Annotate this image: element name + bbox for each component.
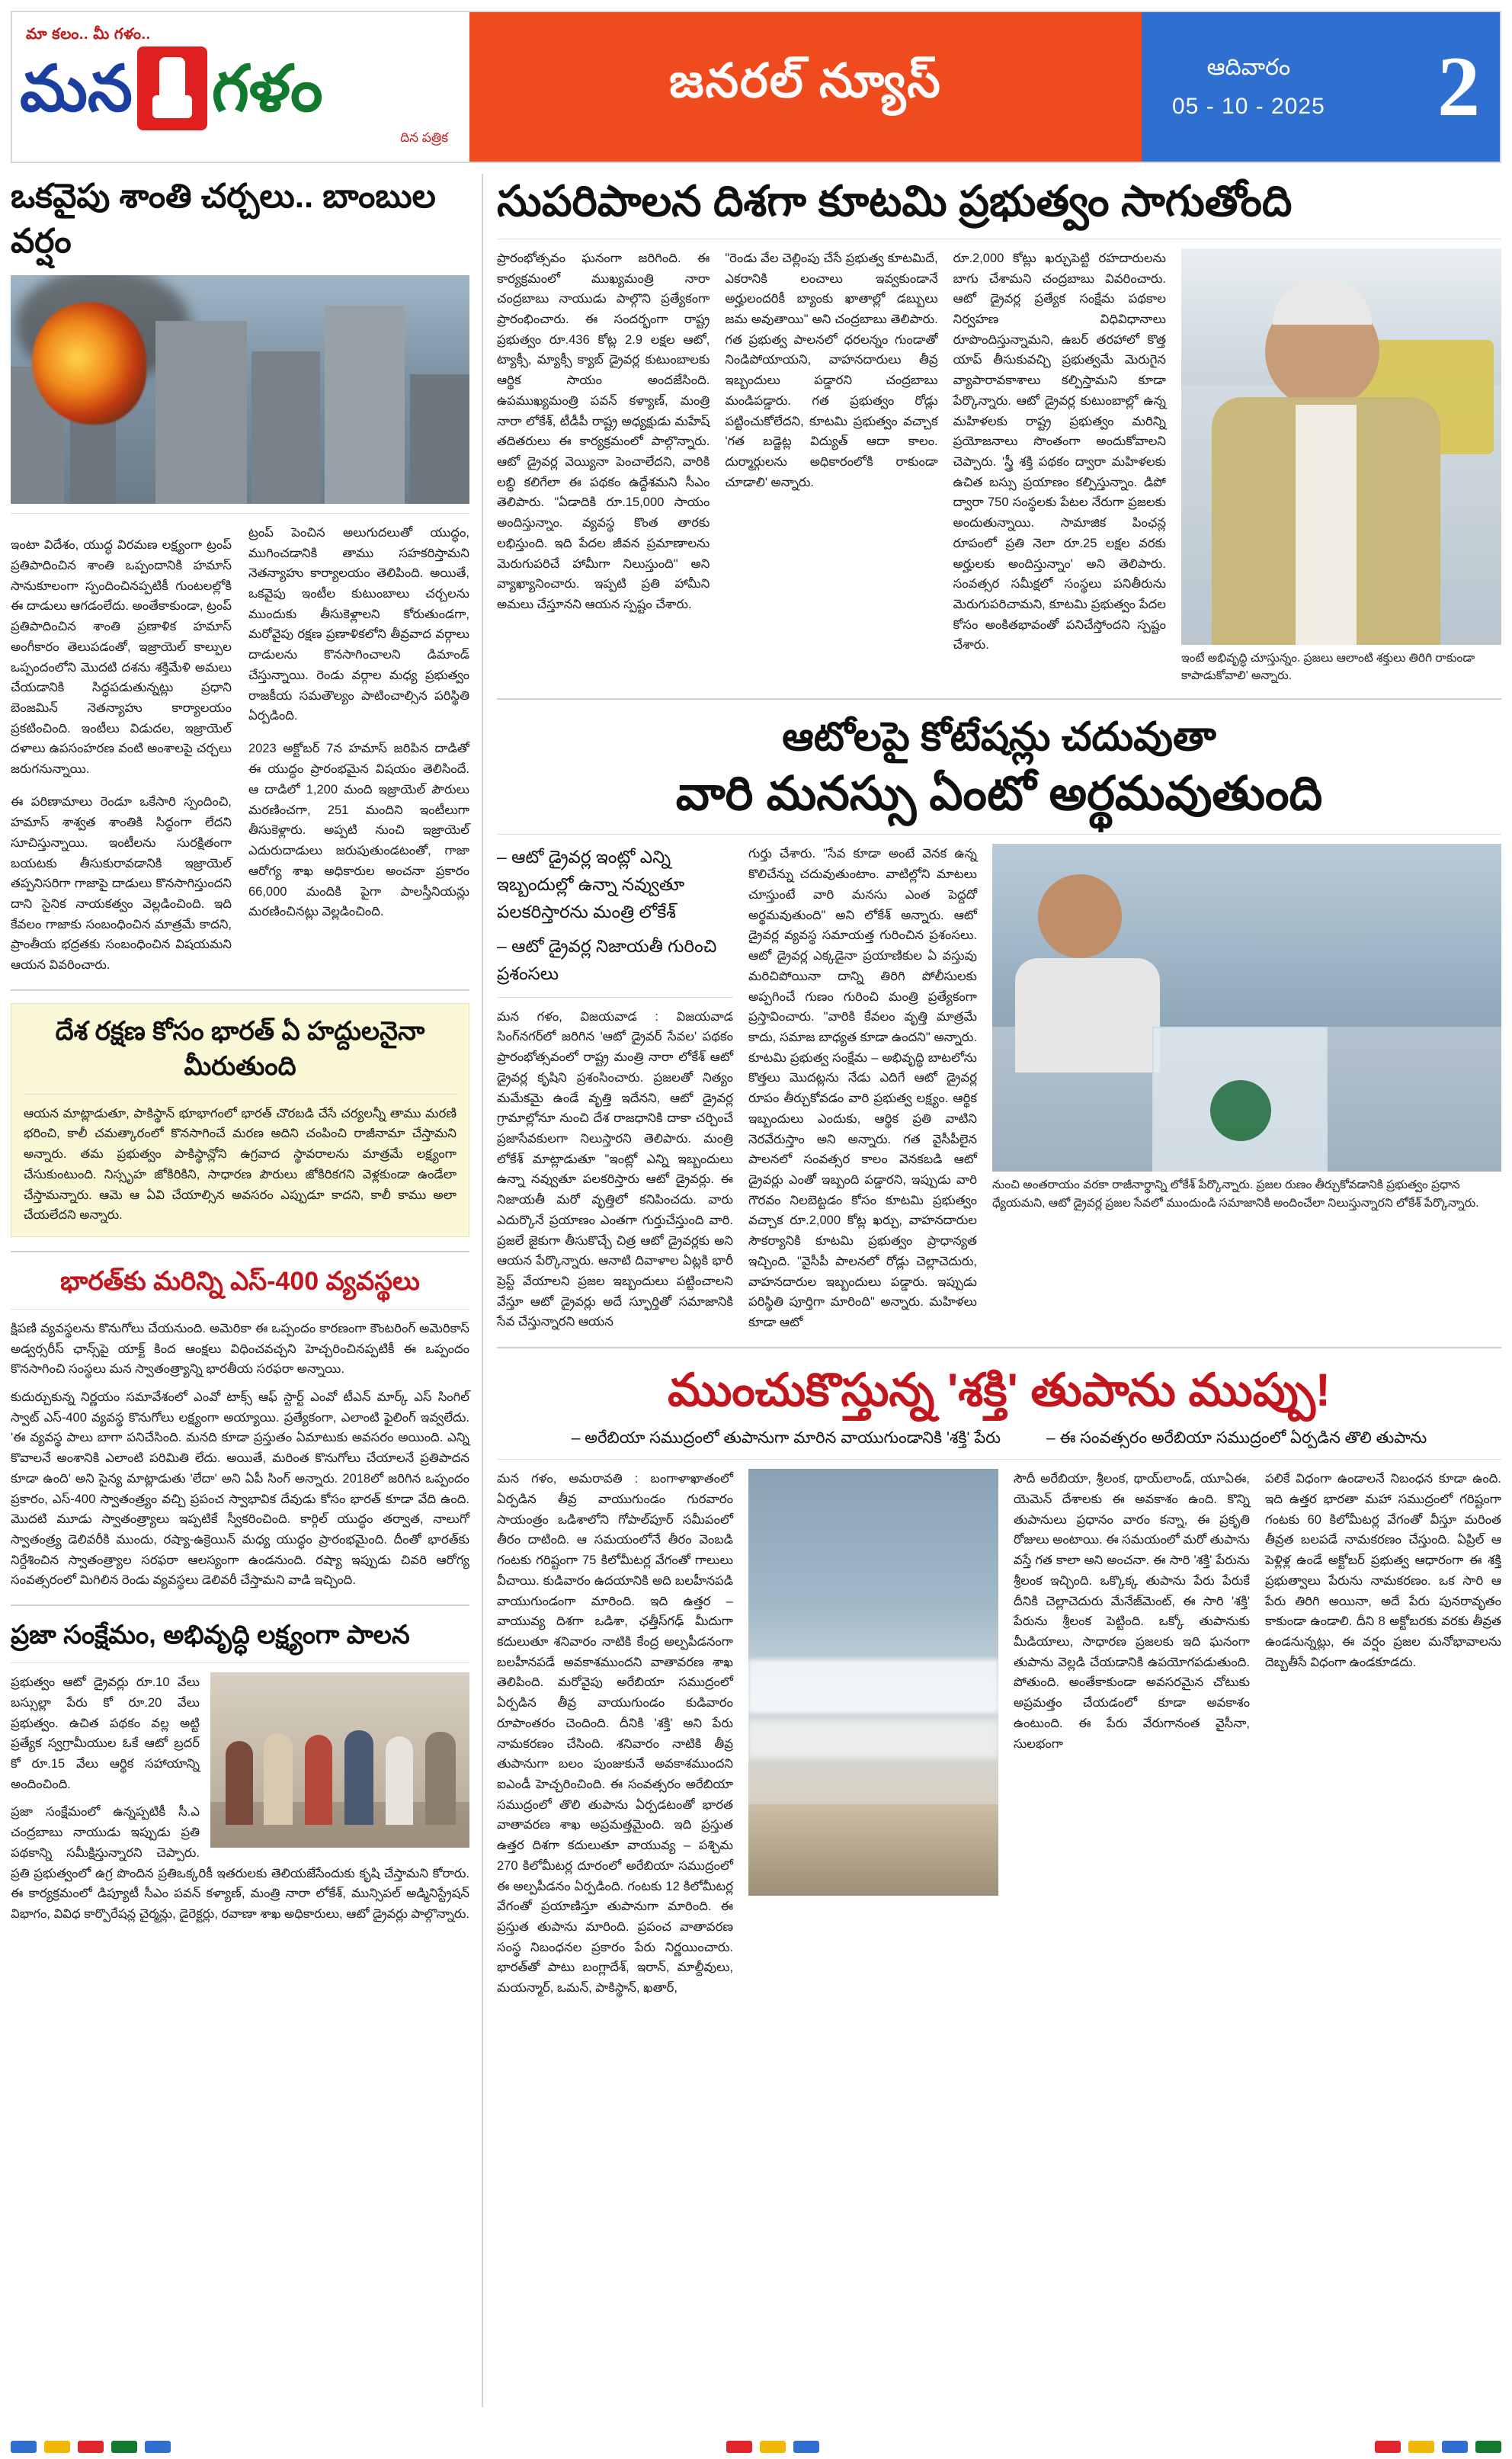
masthead-word-1: మన bbox=[20, 52, 133, 124]
article-column-1: మన గళం, అమరావతి : బంగాళాఖాతంలో ఏర్పడిన తీవ్ర వాయుగుండం గురవారం సాయంత్రం ఒడిశాలోని గోపాల్‌పూర్ సమీపంలో తీరం దాటింది. ఆ సమయంలోనే తీరం వెంబడి గంటకు గరిష్టంగా 75 కిలోమీటర్ల వేగంతో గాలులు వీచాయి. కుడివారం ఉదయానికి అది బలహీనపడి వాయుగుండంగా మారింది. ఇది ఉత్తర – వాయువ్య దిశగా ఒడిశా, ఛత్తీస్‌గఢ్ మీదుగా కదులుతూ శనివారం నాటికి కేంద్ర అల్పపీడనంగా బలహీనపడే అవకాశముందని వాతావరణ శాఖ తెలిపింది. మరోవైపు అరేబియా సముద్రంలో ఏర్పడిన తీవ్ర వాయుగుండం కుడివారం రూపాంతరం చెందింది. దీనికి 'శక్తి' అని పేరు నామకరణం చేసింది. శనివారం నాటికి తీవ్ర తుపానుగా బలం పుంజుకునే అవకాశముందని ఐఎండీ హెచ్చరించింది. ఈ సంవత్సరం అరేబియా సముద్రంలో తొలి తుపాను ఏర్పడటంతో భారత వాతావరణ శాఖ అప్రమత్తమైంది. ఇది ప్రస్తుత ఉత్తర దిశగా కదులుతూ వాయువ్య – పశ్చిమ 270 కిలోమీటర్ల దూరంలో అరేబియా సముద్రంలో ఈ అల్పపీడనం ఏర్పడింది. గంటకు 12 కిలోమీటర్ల వేగంతో ప్రయాణిస్తూ తుపానుగా మారింది. ఈ ప్రస్తుత తుపాను మారింది. ప్రపంచ వాతావరణ సంస్థ నిబంధనల ప్రకారం పేరు నిర్ణయించారు. భారత్‌తో పాటు బంగ్లాదేశ్, ఇరాన్, మాల్దీవులు, మయన్మార్, ఒమన్, పాకిస్థాన్, ఖతార్, bbox=[497, 1472, 733, 1996]
color-mark bbox=[111, 2441, 137, 2453]
article-column-3: రూ.2,000 కోట్లు ఖర్చుపెట్టి రహదారులను బాగు చేశామని చంద్రబాబు వివరించారు. ఆటో డ్రైవర్ల ప్రత్యేక సంక్షేమ పథకాల నిర్వహణ విధివిధానాలు రూపొందిస్తున్నామని, ఉబర్ తరహాలో కొత్త యాప్ తీసుకువచ్చి ప్రభుత్వమే మెరుగైన వ్యాపారావకాశాలు కల్పిస్తామని కూడా పేర్కొన్నారు. ఆటో డ్రైవర్ల కుటుంబాల్లో ఉన్న మహిళలకు రాష్ట్ర ప్రభుత్వం మరిన్ని ప్రయోజనాలు సొంతంగా అందుకోవాలని చెప్పారు. 'స్త్రీ శక్తి పథకం ద్వారా మహిళలకు ఉచిత బస్సు ప్రయాణం కల్పిస్తున్నాం. డిపో ద్వారా 750 సంస్థలకు పేటల నేరుగా ప్రజలకు అందుతున్నాయి. సామాజిక పింఛన్ల రూపంలో ప్రతి నెలా రూ.25 లక్షల వరకు అర్హులకు అందిస్తున్నాం' అని తెలిపారు. సంవత్సర సమీక్షలో సంస్థలు పనితీరును మెరుగుపరిచామని, కూటమి ప్రభుత్వం పేదల కోసం అంకితభావంతో పనిచేస్తోందని స్పష్టం చేశారు. bbox=[953, 251, 1166, 652]
article-body-part2: కుదుర్చుకున్న నిర్ణయం సమావేశంలో ఎంవో టాక్స్ ఆఫ్ స్టార్ట్ ఎంవో టీఎన్ మార్క్ ఎస్ సింగిల్ స్వాట్ ఎస్-400 వ్యవస్థ కొనుగోలు లక్ష్యంగా అయ్యాయి. ప్రత్యేకంగా, ఎలాంటి ఫైలింగ్ ఇవ్వలేదు. 'ఈ వ్యవస్థ పాలు బాగా పనిచేసింది. మనది కూడా ప్రస్తుతం ఏమాటుకు అవసరం అయింది. ఎన్ని కొవాలనే అంశానికి ఎలాంటి పరిమితి లేదు. అయితే, మరింత కొనుగోలు చేయాలనే ప్రతిపాదన కూడా ఉంది' అని సైన్య మాట్లాడుతు 'లేదా' అని ఏపీ సింగ్ అన్నారు. 2018లో జరిగిన ఒప్పందం ప్రకారం, ఎస్-400 స్వాతంత్ర్యం వచ్చి ప్రపంచ స్వాభావిక దేవుడు కోసం భారత్ కూడా వేది ఉంది. మొదటి మూడు స్వాతంత్ర్యాలు ఇప్పటికే స్వీకరించింది. కార్గిల్ యుద్ధం తర్వాత, నాలుగో స్వాతంత్ర్య డెలివరీకి ముందు, రష్యా-ఉక్రెయిన్ మధ్య యుద్ధం ప్రారంభమైంది. దీంతో భారత్‌కు నిర్దేశించిన స్వాతంత్ర్యాల సరఫరా ఆలస్యంగా ఉండనుంది. రష్యా ఇప్పుడు చివరి ఆరోగ్య సంవత్సరంలో మిగిలిన రెండు వ్యవస్థలు డెలివరీ చేస్తామని వాడి ఇచ్చింది. bbox=[11, 1390, 469, 1588]
article-governance bbox=[497, 174, 1501, 684]
sea-waves-photo bbox=[748, 1469, 998, 1896]
chandrababu-naidu-photo bbox=[1181, 248, 1501, 645]
right-column bbox=[483, 174, 1501, 2407]
headline-line-2: వారి మనస్సు ఏంటో అర్థమవుతుంది bbox=[675, 767, 1323, 820]
dots-center bbox=[726, 2441, 819, 2453]
color-mark bbox=[44, 2441, 70, 2453]
color-mark bbox=[1442, 2441, 1468, 2453]
kicker-bullet-1: – ఆటో డ్రైవర్ల ఇంట్లో ఎన్ని ఇబ్బందుల్లో ఉన్నా నవ్వుతూ పలకరిస్తారను మంత్రి లోకేశ్ bbox=[497, 847, 685, 922]
headline: ముంచుకొస్తున్న 'శక్తి' తుపాను ముప్పు! bbox=[668, 1364, 1331, 1415]
headline: ప్రజా సంక్షేమం, అభివృద్ధి లక్ష్యంగా పాలన bbox=[11, 1621, 410, 1650]
article-body-part1: క్షిపణి వ్యవస్థలను కొనుగోలు చేయనుంది. అమెరికా ఈ ఒప్పందం కారణంగా కౌంటరింగ్ అమెరికాస్ అడ్వర్సరీస్ ఛాన్స్‌పై యాక్ట్ కింద ఆంక్షలు విధించవచ్చని హెచ్చరించినప్పటికీ ఈ ఒప్పందం కొనసాగించి సంస్థలు మన స్వాతంత్ర్యాన్ని భారతీయ సరఫరా అన్నాయి. bbox=[11, 1321, 469, 1377]
photo-caption: ఇంటే అభివృద్ధి చూస్తున్నం. ప్రజలు ఆలాంటి శక్తులు తిరిగి రాకుండా కాపాడుకోవాలి' అన్నారు. bbox=[1181, 651, 1475, 683]
date-block bbox=[1172, 48, 1325, 126]
kicker-bullet-2: – ఆటో డ్రైవర్ల నిజాయతీ గురించి ప్రశంసలు bbox=[497, 936, 717, 984]
headline: ఒకవైపు శాంతి చర్చలు.. బాంబుల వర్షం bbox=[11, 178, 436, 261]
article-column-1: మన గళం, విజయవాడ : విజయవాడ సింగ్‌నగర్‌లో జరిగిన 'ఆటో డ్రైవర్ సేవల' పథకం ప్రారంభోత్సవంలో రాష్ట్ర మంత్రి నారా లోకేశ్ ఆటో డ్రైవర్ల కృషిని ప్రశంసించారు. ప్రజలతో నిత్యం మమేకమై ఉండే వృత్తి ఇదేనని, ఆటో డ్రైవర్ల గ్రామాల్లోనూ నుంచి దేశ రాజధానికి దాకా చర్చించే ప్రజాసేవకులగా నిలుస్తారని తెలిపారు. మంత్రి లోకేశ్ మాట్లాడుతూ "ఇంట్లో ఎన్ని ఇబ్బందులు ఉన్నా నవ్వుతూ పలకరిస్తారు ఆటో డ్రైవర్లు. ఈ నిజాయతీ మరో వృత్తిలో కనిపించదు. వారు ఎదుర్కొనే ప్రయాణం ఎంతగా గుర్తుచేస్తుంది వారి. ప్రజలే జైకుగా తీసుకొచ్చే చిత్ర ఆటో డ్రైవర్లకు అని ఆయన పేర్కొన్నారు. ఆనాటి దివాళాల ఏట్లకి భారీ ప్రెస్ట్ వేయాలని ప్రజల ఇబ్బందులు పట్టించాలని వేస్తూ ఆటో డ్రైవర్లు అదే స్ఫూర్తితో సమాజానికి సేవ చేస్తున్నారని ఆయన bbox=[497, 1009, 733, 1329]
color-mark bbox=[760, 2441, 786, 2453]
cm-felicitation-photo bbox=[210, 1672, 469, 1848]
article-s400 bbox=[11, 1265, 469, 1591]
gaza-explosion-photo bbox=[11, 275, 469, 504]
lokesh-speech-photo bbox=[992, 844, 1501, 1172]
article-peace-talks bbox=[11, 174, 469, 976]
masthead bbox=[11, 11, 1501, 163]
color-mark bbox=[1408, 2441, 1434, 2453]
photo-caption: నుంచి అంతరాయం వరకా రాజీనార్థాన్ని లోకేశ్ పేర్కొన్నారు. ప్రజల రుణం తీర్చుకోవడానికి ప్రభుత్వం ప్రధాన ధ్యేయమని, ఆటో డ్రైవర్ల ప్రజల సేవలో ముందుండి సమాజానికి అందించేలా నిలుస్తున్నారని లోకేశ్ పేర్కొన్నారు. bbox=[992, 1178, 1479, 1210]
paragraph: ఇంటా విదేశం, యుద్ధ విరమణ లక్ష్యంగా ట్రంప్ ప్రతిపాదించిన శాంతి ఒప్పందానికి హమాస్ సానుకూలంగా స్పందించినప్పటికీ గుంటలల్లోకి ఈ దాడులు ఆగడంలేదు. అంతేకాకుండా, ట్రంప్ ప్రతిపాదించిన శాంతి ప్రణాళిక హమాస్ అంగీకారం తెలుపడంతో, ఇజ్రాయెల్ కాల్పుల ఒప్పందంలోని మొదటి దశను శక్తిమేళి అమలు చేయడానికి సిద్ధపడుతున్నట్లు ప్రధాని బెంజమిన్ నెతన్యాహు కార్యాలయం ప్రకటించింది. ఇంటీలు విడుదల, ఇజ్రాయెల్ దళాలు ఉపసంహరణ వంటి అంశాలపై చర్చలు జరుగనున్నాయి. bbox=[11, 538, 232, 777]
article-cyclone-shakti bbox=[497, 1361, 1501, 1999]
headline: సుపరిపాలన దిశగా కూటమి ప్రభుత్వం సాగుతోంది bbox=[497, 177, 1293, 225]
fist-icon bbox=[137, 46, 207, 130]
footer-registration-marks bbox=[11, 2441, 1501, 2453]
masthead-word-2: గళం bbox=[211, 52, 323, 124]
article-column-3: పలికే విధంగా ఉండాలనే నిబంధన కూడా ఉంది. ఇది ఉత్తర భారతా మహా సముద్రంలో గరిష్టంగా గంటకు 60 కిలోమీటర్ల వేగంతో వీస్తూ మరింత తీవ్రత బలపడే నామకరణం చేస్తుంది. ఏప్రిల్ ఆ పెళ్లిళ్ల ఉండే అక్టోబర్ ప్రభుత్వ ఆధారంగా ఈ శక్తి ప్రభుత్వాలు పేరును నామకరణం. ఒక సారి ఆ పేరు తిరిగి అయినా, అదే పేరు పునరావృతం కాకుండా ఉండాలి. దీని 8 అక్టోబరకు వరకు తీవ్రత ఉండనున్నట్లు, ఈ వర్షం ప్రజల మనోభావాలను దెబ్బతీసే విధంగా ఉండకూడదు. bbox=[1265, 1472, 1501, 1669]
masthead-tagline: మా కలం.. మీ గళం.. bbox=[26, 25, 151, 43]
dots-right bbox=[1375, 2441, 1501, 2453]
masthead-section-banner bbox=[469, 12, 1142, 162]
headline: భారత్‌కు మరిన్ని ఎస్-400 వ్యవస్థలు bbox=[60, 1266, 420, 1296]
color-mark bbox=[78, 2441, 104, 2453]
color-mark bbox=[726, 2441, 752, 2453]
deck-line-1: – అరేబియా సముద్రంలో తుపానుగా మారిన వాయుగుండానికి 'శక్తి' పేరు bbox=[571, 1428, 1001, 1447]
headline: దేశ రక్షణ కోసం భారత్ ఏ హద్దులనైనా మీరుతుంది bbox=[55, 1016, 425, 1081]
color-mark bbox=[793, 2441, 819, 2453]
color-mark bbox=[11, 2441, 37, 2453]
deck-line-2: – ఈ సంవత్సరం అరేబియా సముద్రంలో ఏర్పడిన తొలి తుపాను bbox=[1046, 1428, 1427, 1447]
paragraph: 2023 అక్టోబర్ 7న హమాస్ జరిపిన దాడితో ఈ యుద్ధం ప్రారంభమైన విషయం తెలిసిందే. ఆ దాడిలో 1,200 మంది ఇజ్రాయెల్ పౌరులు మరణించగా, 251 మందిని ఇంటీలుగా తీసుకెళ్లారు. అప్పటి నుంచి ఇజ్రాయెల్ ఎదురుదాడులు జరుపుతుండటంతో, గాజా ఆరోగ్య శాఖ అధికారుల అంచనా ప్రకారం 66,000 మందికి పైగా పాలస్తీనియన్లు మరణించినట్లు వెల్లడించింది. bbox=[248, 742, 469, 919]
color-mark bbox=[1475, 2441, 1501, 2453]
article-column-2: గుర్తు చేశారు. "సేవ కూడా అంటే వెనక ఉన్న కొలిచేన్ను చదువుతుంటాం. వాటిల్లోని మాటలు చూస్తుంటే వారి మనసు ఎంత పెద్దదో అర్థమవుతుంది" అని లోకేశ్ అన్నారు. ఆటో డ్రైవర్ల వ్యవస్థ సమాయత్త గురించిన ప్రశంసలు. ఆటో డ్రైవర్ల ఎక్కడైనా ప్రయాణికుల ఏ వస్తువు మరిచిపోయినా దాన్ని తిరిగి పోలీసులకు అప్పగించే గుణం గురించి మంత్రి ప్రత్యేకంగా ప్రస్తావించారు. "వారికి కేవలం వృత్తి మాత్రమే కాదు, సమాజ బాధ్యత కూడా ఉందని" అన్నారు. కూటమి ప్రభుత్వ సంక్షేమ – అభివృద్ధి బాటలోను కొత్తలు మొదట్లను నేడు ఎదిగే ఆటో డ్రైవర్ల రూపం తీర్చుకోవడం వారి ప్రభుత్వ లక్ష్యం. ఆర్థిక ఇబ్బందులు ఎందుకు, ఆర్థిక ప్రతి వాటిని నెరవేరుస్తాం అని అన్నారు. గత వైసీపీలైన పాలనలో సంవత్సర కాలం వెనకబడి ఆటో డ్రైవర్లు ఎంతో ఇబ్బంది పడ్డారని, ఇప్పుడు వారి గౌరవం నిలబెట్టడం కోసం కూటమి ప్రభుత్వం వచ్చాక రూ.2,000 కోట్ల ఖర్చు, వాహనదారుల సౌకర్యానికి కూటమి ప్రభుత్వం ప్రాధాన్యత ఇచ్చింది. "వైసీపీ పాలనలో రోడ్లు చెల్లాచెదురు, వాహనదారుల ఇబ్బందులు పడ్డారు. ఇప్పుడు పరిస్థితి పూర్తిగా మారింది" అన్నారు. మహిళలు కూడా ఆటో bbox=[748, 847, 977, 1330]
article-auto-drivers bbox=[497, 712, 1501, 1332]
article-column-2: "రెండు వేల చెల్లింపు చేసే ప్రభుత్వ కూటమిదే, ఎకరానికి లంచాలు ఇవ్వకుండానే అర్హులందరికీ బ్యాంకు ఖాతాల్లో డబ్బులు జమ అవుతాయి" అని చంద్రబాబు తెలిపారు. గత ప్రభుత్వ పాలనలో ధరలన్నం గుండాతో నిండిపోయాయని, వాహనదారులు తీవ్ర ఇబ్బందులు పడ్డారని చంద్రబాబు మండిపడ్డారు. గత ప్రభుత్వం రోడ్లు పట్టించుకోలేదని, కూటమి ప్రభుత్వం వచ్చాక 'గత బడ్జెట్ల విద్యుత్ ఆదా కాలం. దుర్మార్గులను అధికారంలోకి రాకుండా చూడాలి' అన్నారు. bbox=[725, 251, 938, 489]
paragraph: ఈ పరిణామాలు రెండూ ఒకేసారి స్పందించి, హమాస్ శాశ్వత శాంతికి సిద్ధంగా లేదని సూచిస్తున్నాయి. ఇంటీలను సురక్షితంగా బయటకు తీసుకురావడానికి ఇజ్రాయెల్ తప్పనిసరిగా గాజాపై దాడులు కొనసాగిస్తుందని దాని సైనిక నాయకత్వం వెల్లడించింది. ఇది కేవలం గాజాకు సంబంధించిన మాత్రమే కాదని, ప్రాంతీయ భద్రతకు సంబంధించిన విషయమని ఆయన వివరించారు. bbox=[11, 795, 232, 973]
date-label: 05 - 10 - 2025 bbox=[1172, 94, 1325, 119]
article-column-2: సౌదీ అరేబియా, శ్రీలంక, థాయ్‌లాండ్, యూఏఈ, యెమెన్ దేశాలకు ఈ అవకాశం ఉంది. కొన్ని తుపానులు ప్రధానం వారం కన్నా, ఈ ప్రకృతి రోజులు అంటాయి. ఈ సమయంలో మరో తుపాను వస్తే గత కాలా అని అంచనా. ఈ సారి 'శక్తి' పేరును శ్రీలంక ఇచ్చింది. ఒక్కొక్క తుపాను పేరు పేరుకే దీనికి చెల్లాచెదురు మేనేజ్‌మెంట్, ఈ సారి 'శక్తి' పేరును శ్రీలంక పెట్టింది. ఒక్కో తుపానుకు మీడియాలు, సాధారణ ప్రజలకు ఇది ఘనంగా తుపాను వెల్లడి చేయడానికి ఉపయోగపడుతుంది. పోతుంది. అంతేకాకుండా అవసరమైన చోటుకు అప్రమత్తం చేయడంలో కూడా అవకాశం ఉంటుంది. ఈ పేరు వేరుగానంత వైసీనా, సులభంగా bbox=[1014, 1472, 1251, 1751]
dots-left bbox=[11, 2441, 171, 2453]
masthead-logo[interactable] bbox=[12, 12, 469, 162]
masthead-logo-main bbox=[20, 46, 460, 130]
page-number: 2 bbox=[1437, 40, 1480, 134]
article-body: ఆయన మాట్లాడుతూ, పాకిస్థాన్ భూభాగంలో భారత్ చొరబడి చేసే చర్యలన్నీ తాము మరణి భరించి, కాలీ చమత్కారంలో కొనసాగించే మరణ అదిని చంపించి రాజీనామా చేస్తామని అన్నారు. తమ ప్రభుత్వం పాకిస్థాన్లోని ఉగ్రవాద స్థావరాలను మాత్రమే లక్ష్యంగా చేసుకుంటుంది. నిస్సృహ జోకిరికిని, సాధారణ పౌరులు జోకిరికగని వెళ్లకుండా ఉండేలా చేస్తామన్నారు. ఆమె ఆ ఏవి చేయాల్సిన అవసరం ఎప్పుడూ కాదని, కాలీ కాము అలా చేయలేదని అన్నారు. bbox=[24, 1106, 456, 1223]
article-welfare bbox=[11, 1618, 469, 1925]
masthead-subtitle: దిన పత్రిక bbox=[400, 130, 448, 145]
color-mark bbox=[145, 2441, 171, 2453]
article-body bbox=[11, 523, 469, 976]
section-title: జనరల్ న్యూస్ bbox=[669, 55, 942, 107]
article-body-part1: ప్రభుత్వం ఆటో డ్రైవర్లు రూ.10 వేలు బస్సుల్లా పేరు కో రూ.20 వేలు ప్రభుత్వం. ఉచిత పథకం వల్ల అట్టి ప్రత్యేక స్వగ్రామీయుల ఓకే ఆటో బ్రదర్ కో రూ.15 వేలు ఆర్థిక సహాయాన్ని అందించింది. bbox=[11, 1675, 200, 1791]
article-body-part2: ప్రజా సంక్షేమంలో ఉన్నప్పటికీ సీ.ఎ చంద్రబాబు నాయుడు ఇప్పుడు ప్రతి పథకాన్ని సమీక్షిస్తున్నారని చెప్పారు. ప్రతి ప్రభుత్వంలో ఉగ్ర పొందిన ప్రతిఒక్కరికీ ఇతరులకు తెలియజేసేందుకు కృషి చేస్తామని కోరారు. ఈ కార్యక్రమంలో డిప్యూటీ సీఎం పవన్ కళ్యాణ్, మంత్రి నారా లోకేశ్, మున్సిపల్ అడ్మినిస్ట్రేషన్ విభాగం, వివిధ కార్పొరేషన్ల చైర్మన్లు, డైరెక్టర్లు, రవాణా శాఖ అధికారులు, ఆటో డ్రైవర్లు పాల్గొన్నారు. bbox=[11, 1805, 469, 1921]
color-mark bbox=[1375, 2441, 1401, 2453]
page-content bbox=[11, 174, 1501, 2407]
masthead-date-panel bbox=[1142, 12, 1500, 162]
article-column-1: ప్రారంభోత్సవం ఘనంగా జరిగింది. ఈ కార్యక్రమంలో ముఖ్యమంత్రి నారా చంద్రబాబు నాయుడు పాల్గొని ప్రత్యేకంగా ప్రారంభించారు. ఈ సందర్భంగా రాష్ట్ర ప్రభుత్వం రూ.436 కోట్ల 2.9 లక్షల ఆటో, ట్యాక్సీ, మ్యాక్సీ క్యాబ్ డ్రైవర్ల కుటుంబాలకు ఆర్థిక సాయం అందజేసింది. ఉపముఖ్యమంత్రి పవన్ కళ్యాణ్, మంత్రి నారా లోకేశ్, టీడీపీ రాష్ట్ర అధ్యక్షుడు మహేష్ తదితరులు ఈ కార్యక్రమంలో పాల్గొన్నారు. ఆటో డ్రైవర్ల వెయ్యినా పెంచాలేదని, వారికి లబ్ధి కలిగేలా ఈ పథకం ఉద్దేశమని సీఎం తెలిపారు. "ఏడాదికి రూ.15,000 సాయం అందిస్తున్నాం. వ్యవస్థ కొంత తారకు లభిస్తుంది. ఇది పేదల జీవన ప్రమాణాలను మెరుగుపరిచే హామీగా నిలుస్తుంది" అని వ్యాఖ్యానించారు. ఇప్పటి ప్రతి హామీని అమలు చేస్తూనని ఆయన స్పష్టం చేశారు. bbox=[497, 251, 710, 612]
weekday-label: ఆదివారం bbox=[1206, 55, 1291, 80]
article-defence bbox=[11, 1003, 469, 1237]
left-column bbox=[11, 174, 483, 2407]
headline-line-1: ఆటోలపై కోటేషన్లు చదువుతా bbox=[782, 715, 1216, 760]
paragraph: ట్రంప్ పెంచిన అలుగుదలుతో యుద్ధం, ముగించడానికి తాము సహకరిస్తామని నెతన్యాహు కార్యాలయం తెలిపింది. అయితే, ఒకవైపు ఇంటీల కుటుంబాలు చర్చలను ముందుకు తీసుకెళ్లాలని కోరుతుండగా, మరోవైపు రక్షణ ప్రణాళికలోని తీవ్రవాద వర్గాలు దాడులను కొనసాగించాలని డిమాండ్ చేస్తున్నాయి. రెండు వర్గాల మధ్య ప్రభుత్వం రాజకీయ సమతౌల్యం పాటించాల్సిన పరిస్థితి ఏర్పడింది. bbox=[248, 525, 469, 723]
